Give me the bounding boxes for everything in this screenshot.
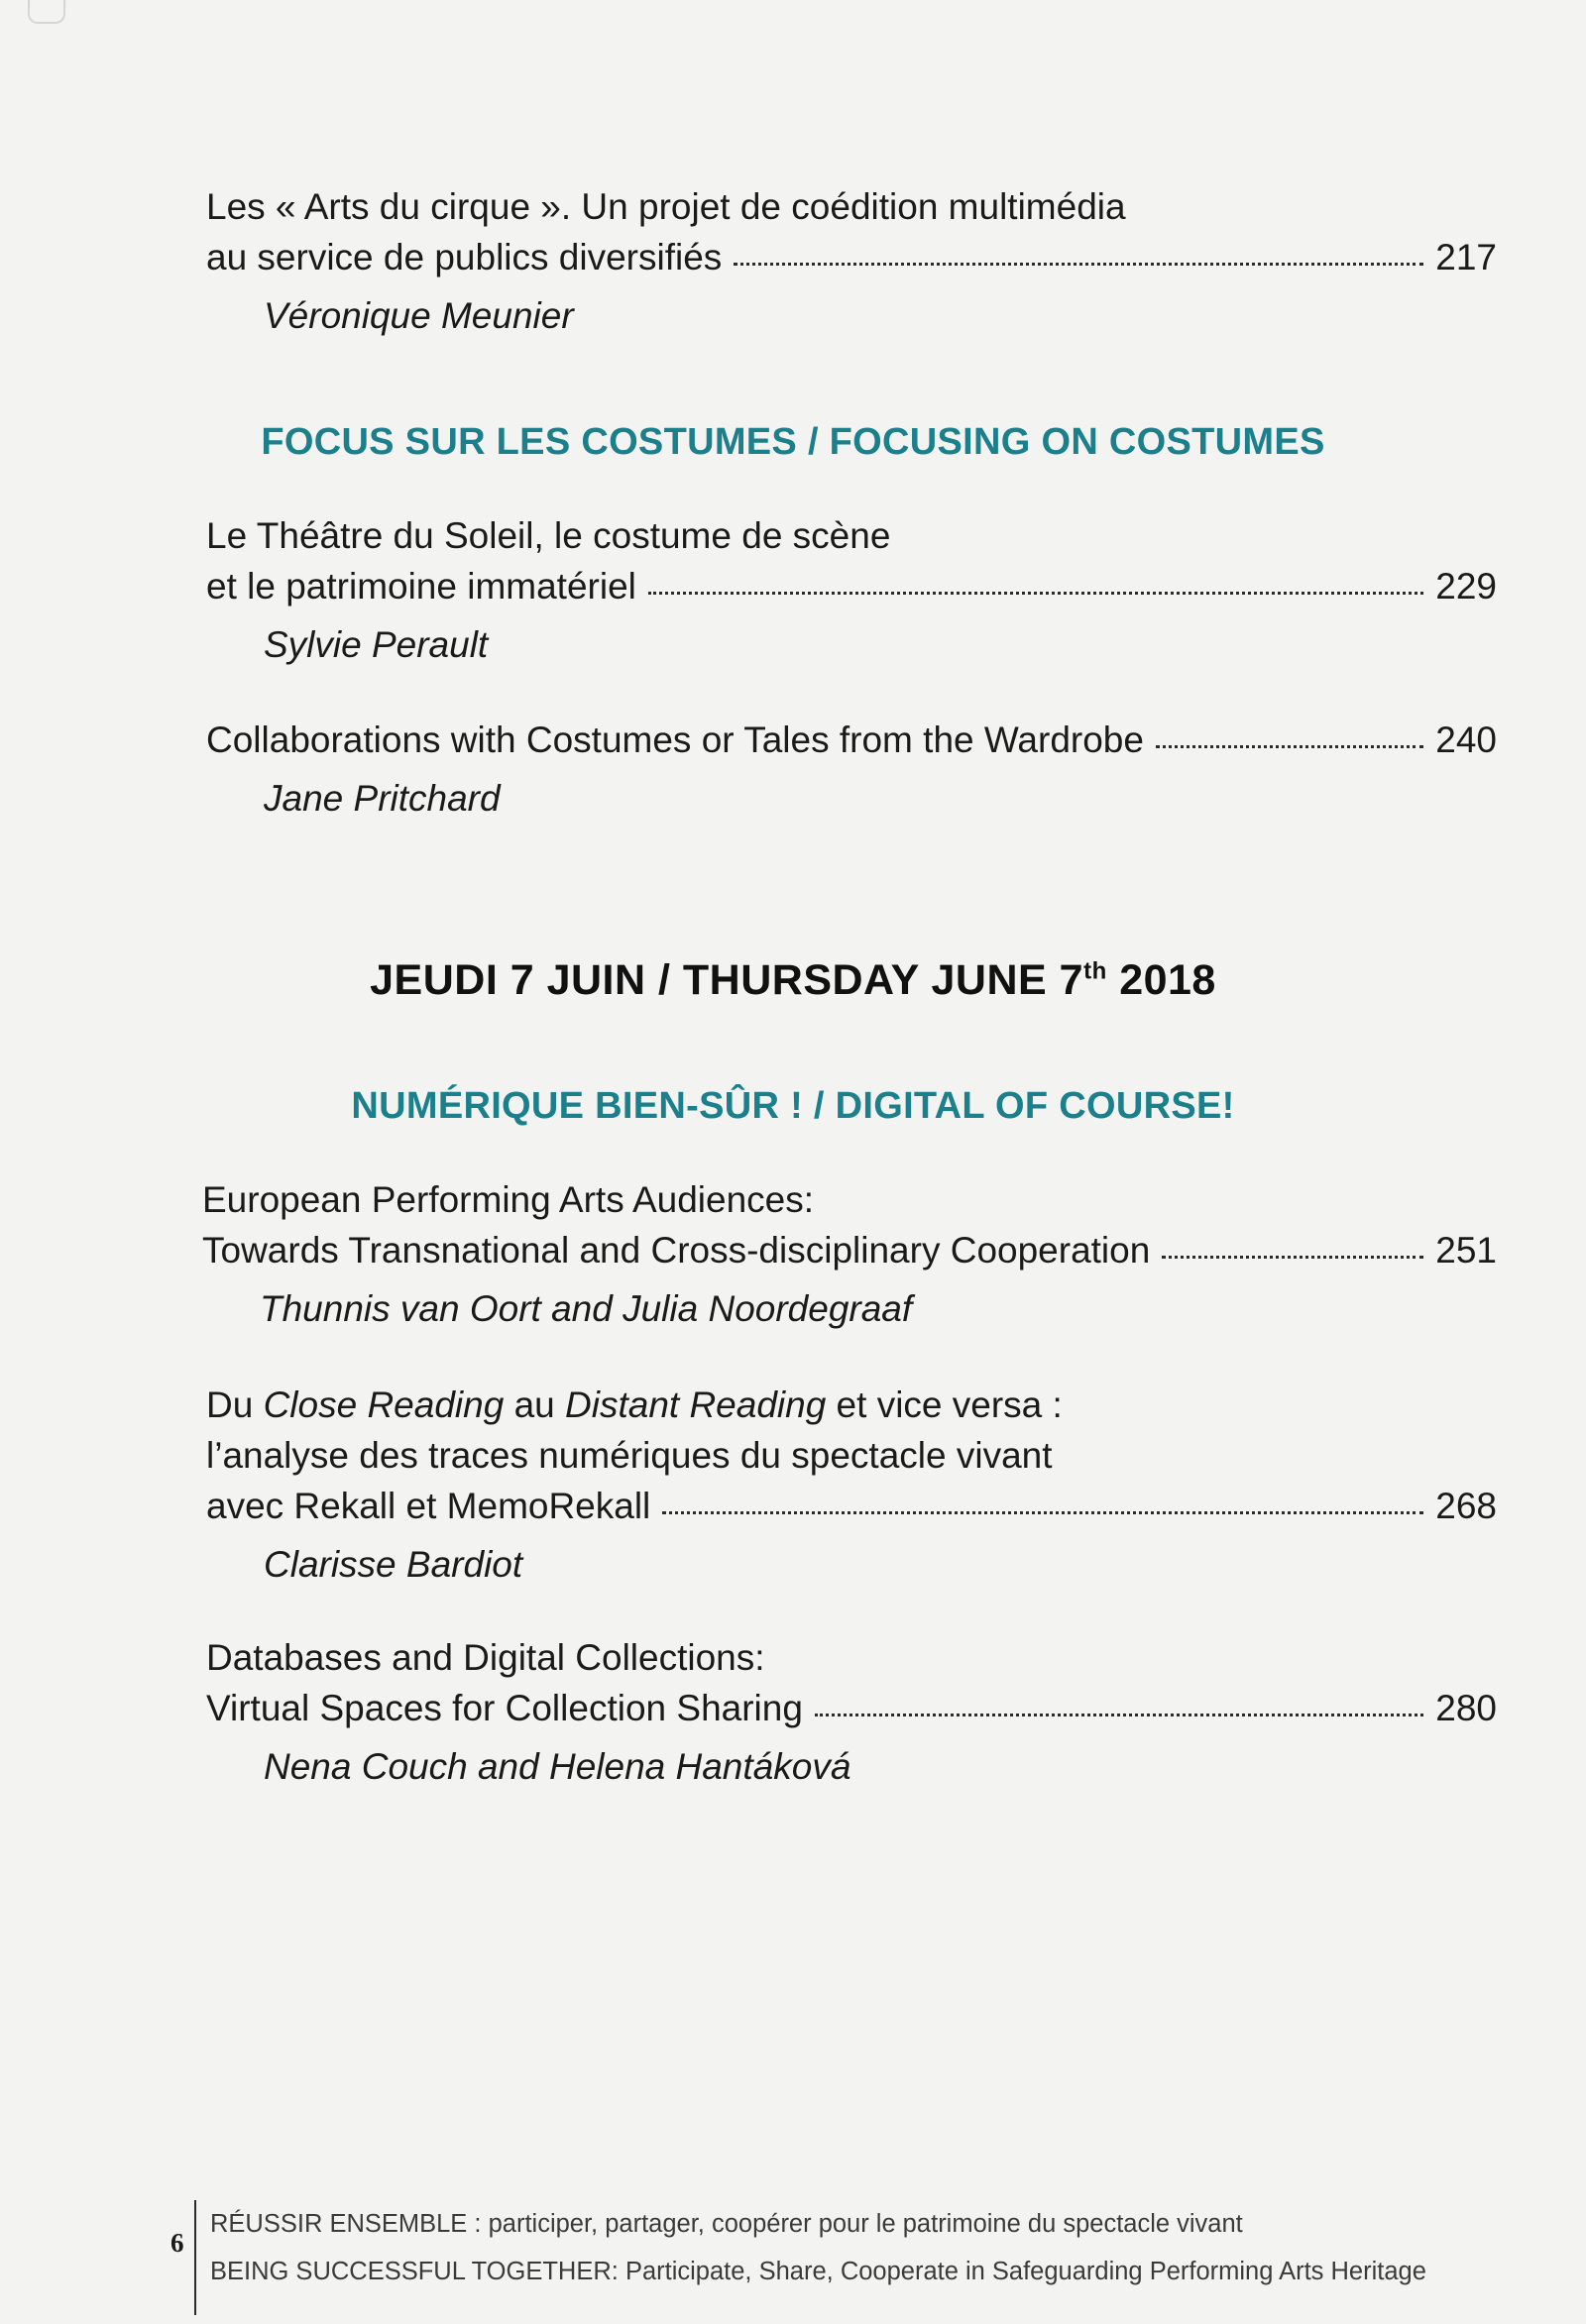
day-heading-year: 2018 (1119, 956, 1216, 1004)
entry-title-line: avec Rekall et MemoRekall (206, 1486, 651, 1526)
entry-title-line: Collaborations with Costumes or Tales from the Wardrobe (206, 719, 1144, 760)
entry-page-number: 251 (1435, 1230, 1497, 1271)
entry-author: Véronique Meunier (264, 295, 574, 336)
entry-page-number: 280 (1435, 1688, 1497, 1728)
entry-title-line: Towards Transnational and Cross-disciplinary Cooperation (202, 1230, 1151, 1271)
day-heading (0, 956, 1586, 1005)
dot-leader (648, 591, 1423, 595)
dot-leader (662, 1510, 1423, 1514)
title-part: Du (206, 1384, 264, 1425)
title-part: et vice versa : (826, 1384, 1063, 1425)
toc-entry (206, 510, 1497, 670)
dot-leader (1162, 1255, 1423, 1259)
footer-line-en (210, 2248, 1523, 2295)
entry-leader-line (206, 715, 1497, 765)
title-part-italic: Close Reading (263, 1384, 505, 1425)
entry-title-line: European Performing Arts Audiences: (202, 1179, 815, 1220)
entry-title-line: et le patrimoine immatériel (206, 566, 636, 607)
page-number: 6 (170, 2228, 184, 2258)
toc-entry (206, 1632, 1497, 1792)
footer-line-fr (210, 2200, 1523, 2248)
title-part: au (504, 1384, 566, 1425)
toc-entry (206, 1380, 1497, 1590)
entry-title-line: Les « Arts du cirque ». Un projet de coédition multimédia (206, 186, 1126, 227)
entry-title-line (206, 1380, 1497, 1430)
day-heading-main: JEUDI 7 JUIN / THURSDAY JUNE 7 (370, 956, 1084, 1004)
dot-leader (815, 1713, 1423, 1716)
entry-author: Jane Pritchard (264, 778, 501, 819)
entry-author: Nena Couch and Helena Hantáková (264, 1746, 851, 1787)
title-part-italic: Distant Reading (565, 1384, 827, 1425)
entry-page-number: 229 (1435, 566, 1497, 607)
footer-caps: BEING SUCCESSFUL TOGETHER (210, 2258, 612, 2285)
toc-entry (202, 1174, 1497, 1334)
section-heading-costumes: FOCUS SUR LES COSTUMES / FOCUSING ON COSTUMES (261, 421, 1325, 463)
toc-entry (206, 715, 1497, 824)
day-heading-suffix: th (1083, 957, 1107, 985)
footer-text: : participer, partager, coopérer pour le patrimoine du spectacle vivant (467, 2210, 1243, 2238)
entry-leader-line (202, 1225, 1497, 1275)
footer-text: : Participate, Share, Cooperate in Safeguarding Performing Arts Heritage (611, 2258, 1426, 2285)
section-heading-digital: NUMÉRIQUE BIEN-SÛR ! / DIGITAL OF COURSE! (351, 1085, 1235, 1127)
entry-author: Sylvie Perault (264, 624, 489, 665)
entry-leader-line (206, 1481, 1497, 1531)
entry-author: Thunnis van Oort and Julia Noordegraaf (260, 1288, 913, 1329)
toc-entry (206, 181, 1497, 341)
entry-page-number: 268 (1435, 1486, 1497, 1526)
entry-title-line: Virtual Spaces for Collection Sharing (206, 1688, 803, 1728)
entry-title-line: l’analyse des traces numériques du spectacle vivant (206, 1435, 1053, 1476)
entry-author: Clarisse Bardiot (264, 1544, 523, 1585)
entry-leader-line (206, 561, 1497, 611)
entry-leader-line (206, 232, 1497, 282)
entry-title-line: au service de publics diversifiés (206, 237, 723, 277)
entry-title-line: Le Théâtre du Soleil, le costume de scène (206, 515, 891, 556)
entry-page-number: 240 (1435, 719, 1497, 760)
entry-page-number: 217 (1435, 237, 1497, 277)
running-footer (194, 2200, 1523, 2315)
entry-title-line: Databases and Digital Collections: (206, 1637, 765, 1678)
dot-leader (1156, 744, 1423, 748)
footer-caps: RÉUSSIR ENSEMBLE (210, 2210, 468, 2238)
dot-leader (734, 262, 1423, 266)
entry-leader-line (206, 1683, 1497, 1733)
scan-corner-mark (28, 0, 65, 24)
